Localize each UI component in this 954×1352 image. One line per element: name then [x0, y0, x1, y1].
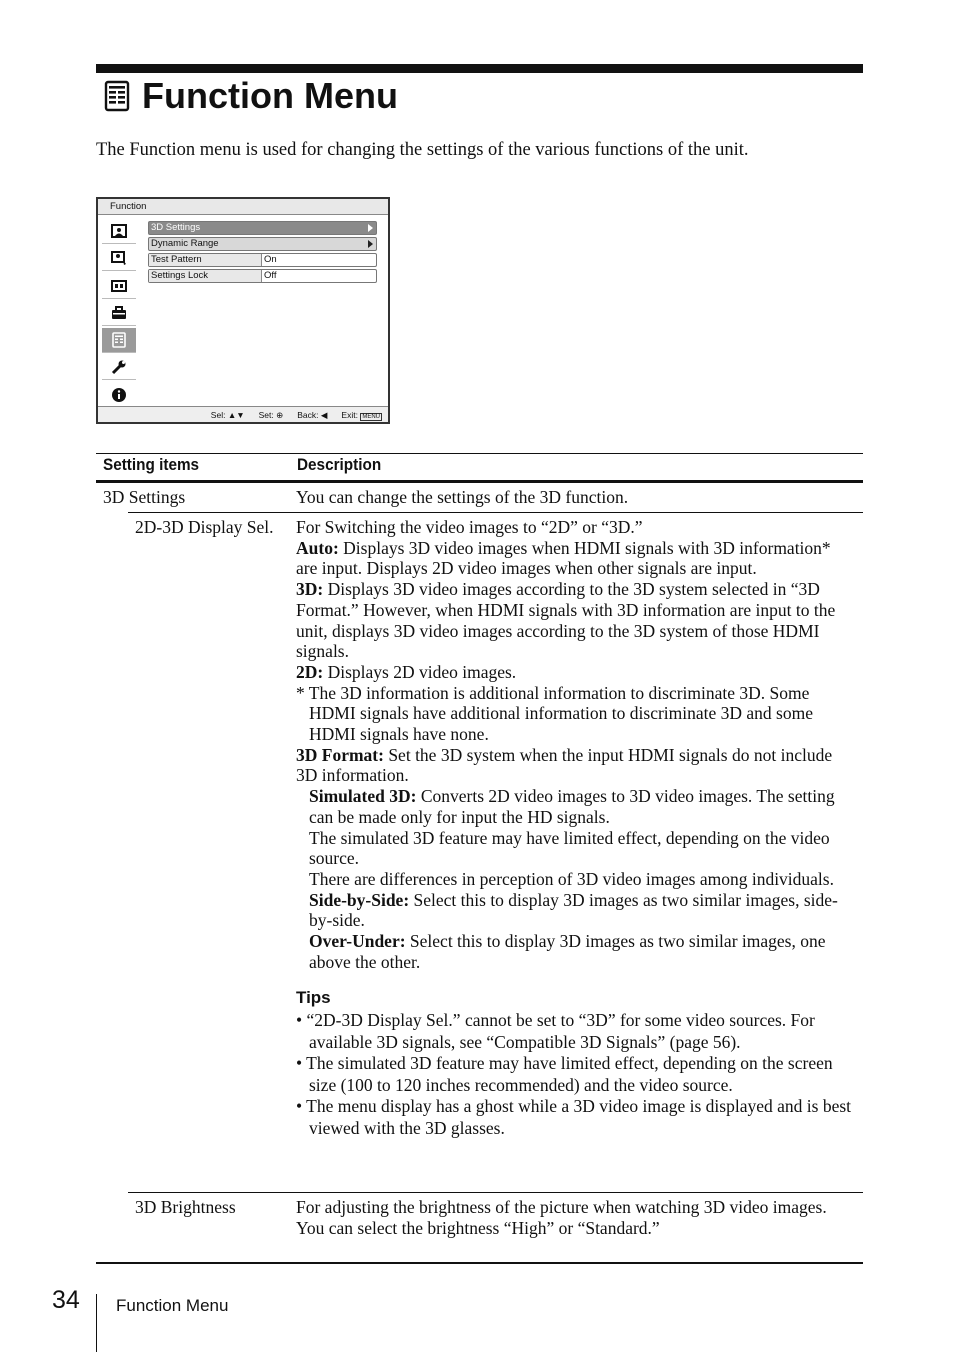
function-menu-icon: [104, 80, 130, 112]
tip-item: • The simulated 3D feature may have limited effect, depending on the screen size (100 to 120 inches recommended) and the video source.: [296, 1053, 833, 1095]
menu-item-value: On: [264, 254, 277, 265]
desc-3d-brightness: For adjusting the brightness of the picture when watching 3D video images. You can select the brightness “High” or “Standard.”: [296, 1197, 827, 1238]
intro-text: The Function menu is used for changing the settings of the various functions of the unit.: [96, 140, 749, 160]
page-title-text: Function Menu: [142, 75, 398, 116]
menu-item-dynamic-range[interactable]: [148, 237, 377, 251]
picture-icon[interactable]: [102, 219, 136, 244]
menu-key-icon: MENU: [362, 414, 380, 420]
setup-icon[interactable]: [102, 301, 136, 326]
menu-item-value: Off: [264, 270, 277, 281]
chevron-right-icon: [368, 240, 373, 248]
menu-header: Function: [98, 199, 388, 215]
sel-hint: Sel: ▲▼: [210, 410, 245, 420]
item-2d-3d-display-sel: 2D-3D Display Sel.: [135, 517, 274, 537]
exit-hint: Exit: MENU: [341, 410, 380, 420]
screen-icon[interactable]: [102, 274, 136, 299]
table-top-rule: [96, 453, 863, 454]
information-icon[interactable]: [102, 383, 136, 408]
menu-item-3d-settings[interactable]: [148, 221, 377, 235]
desc-2d-3d-display-sel: For Switching the video images to “2D” or “3D.” Auto: Displays 3D video images when HDMI signals with 3D information* are input. Displays 2D video images when other signals are input. 3D: Displays 3D video images according to the 3D system selected in “3D Format.” However, when HDMI signals with 3D information are input to the unit, displays 3D video images according to the 3D system of those HDMI signals. 2D: Displays 2D video images. * The 3D information is additional information to discriminate 3D. Some HDMI signals have additional information to discriminate 3D and some HDMI signals have none. 3D Format: Set the 3D system when the input HDMI signals do not include 3D information. Simulated 3D: Converts 2D video images to 3D video images. The setting can be made only for input the HD signals. The simulated 3D feature may have limited effect, depending on the video source. There are differences in perception of 3D video images among individuals. Side-by-Side: Select this to display 3D images as two similar images, side-by-side. Over-Under: Select this to display 3D images as two similar images, one above the other. Tips • “2D-3D Display Sel.” cannot be set to “3D” for some video sources. For available 3D signals, see “Compatible 3D Signals” (page 56). • The simulated 3D feature may have limited effect, depending on the screen size (100 to 120 inches recommended) and the video source. • The menu display has a ghost while a 3D video image is displayed and is best viewed with the 3D glasses.: [296, 517, 856, 1139]
tip-item: • The menu display has a ghost while a 3D video image is displayed and is best viewed with the 3D glasses.: [296, 1096, 852, 1138]
wrench-icon[interactable]: [102, 355, 136, 380]
menu-icon-sidebar: [102, 219, 138, 410]
function-icon[interactable]: [102, 328, 136, 353]
page-number: 34: [52, 1286, 80, 1314]
set-hint: Set: ⊕: [258, 410, 284, 420]
page-title: [104, 74, 398, 118]
tips-heading: Tips: [296, 988, 331, 1008]
table-bottom-rule: [96, 1262, 863, 1264]
column-header-setting-items: Setting items: [103, 455, 200, 474]
item-3d-settings: 3D Settings: [103, 487, 186, 507]
menu-item-test-pattern[interactable]: [148, 253, 377, 267]
item-3d-brightness: 3D Brightness: [135, 1197, 236, 1217]
tip-item: • “2D-3D Display Sel.” cannot be set to “3D” for some video sources. For available 3D signals, see “Compatible 3D Signals” (page 56).: [296, 1010, 815, 1052]
menu-item-settings-lock[interactable]: [148, 269, 377, 283]
title-rule: [96, 64, 863, 73]
column-header-description: Description: [297, 455, 382, 474]
footer-divider: [96, 1294, 97, 1352]
desc-3d-settings: You can change the settings of the 3D function.: [296, 487, 629, 507]
picture-adjust-icon[interactable]: [102, 246, 136, 271]
chevron-right-icon: [368, 224, 373, 232]
menu-item-label: 3D Settings: [151, 222, 201, 233]
menu-key-guide: [98, 406, 388, 422]
menu-item-label: Test Pattern: [149, 254, 262, 266]
footer-section-title: Function Menu: [116, 1296, 229, 1315]
back-hint: Back: ◀: [297, 410, 328, 420]
menu-item-label: Dynamic Range: [151, 238, 219, 249]
function-menu-screen: [96, 197, 390, 424]
row-divider: [128, 512, 863, 513]
table-header-rule: [96, 480, 863, 483]
menu-items: [148, 221, 377, 285]
menu-item-label: Settings Lock: [149, 270, 262, 282]
row-divider: [128, 1192, 863, 1193]
